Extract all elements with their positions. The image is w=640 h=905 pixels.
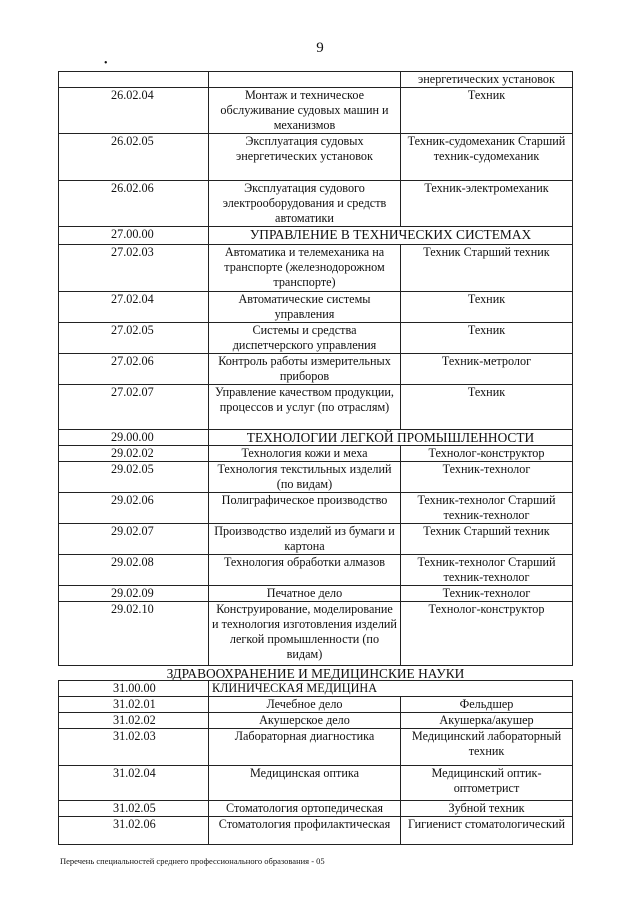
- specialty-name: Технология кожи и меха: [209, 446, 401, 462]
- specialties-table: [58, 71, 573, 681]
- group-name: УПРАВЛЕНИЕ В ТЕХНИЧЕСКИХ СИСТЕМАХ: [209, 227, 573, 245]
- group-code: 27.00.00: [59, 227, 209, 245]
- specialty-name: Системы и средства диспетчерского управления: [209, 323, 401, 354]
- qualification: Техник-технолог: [401, 462, 573, 493]
- table-row: [59, 697, 573, 713]
- table-row: [59, 385, 573, 430]
- specialty-name: Печатное дело: [209, 586, 401, 602]
- specialty-code: 29.02.07: [59, 524, 209, 555]
- qualification: Гигиенист стоматологический: [401, 817, 573, 845]
- specialty-name: Производство изделий из бумаги и картона: [209, 524, 401, 555]
- qualification: Технолог-конструктор: [401, 446, 573, 462]
- group-name: ТЕХНОЛОГИИ ЛЕГКОЙ ПРОМЫШЛЕННОСТИ: [209, 430, 573, 446]
- qualification: Техник: [401, 292, 573, 323]
- table-row: [59, 766, 573, 801]
- specialty-name: Акушерское дело: [209, 713, 401, 729]
- table-row: [59, 462, 573, 493]
- specialty-code: 29.02.09: [59, 586, 209, 602]
- specialty-name: Эксплуатация судового электрооборудования и средств автоматики: [209, 181, 401, 227]
- table-row: [59, 245, 573, 292]
- specialty-name: Управление качеством продукции, процессов и услуг (по отраслям): [209, 385, 401, 430]
- table-row: [59, 602, 573, 666]
- specialty-code: 29.02.05: [59, 462, 209, 493]
- qualification: Медицинский оптик-оптометрист: [401, 766, 573, 801]
- specialty-name: Медицинская оптика: [209, 766, 401, 801]
- qualification: Техник Старший техник: [401, 524, 573, 555]
- qualification: Техник: [401, 88, 573, 134]
- table-row: [59, 88, 573, 134]
- specialty-name: Автоматические системы управления: [209, 292, 401, 323]
- group-code: 31.00.00: [59, 681, 209, 697]
- specialty-code: 31.02.06: [59, 817, 209, 845]
- specialty-code: [59, 72, 209, 88]
- qualification: энергетических установок: [401, 72, 573, 88]
- specialty-name: Полиграфическое производство: [209, 493, 401, 524]
- qualification: Техник-судомеханик Старший техник-судомеханик: [401, 134, 573, 181]
- specialty-code: 26.02.04: [59, 88, 209, 134]
- table-row: [59, 713, 573, 729]
- specialty-code: 31.02.05: [59, 801, 209, 817]
- specialty-name: Технология обработки алмазов: [209, 555, 401, 586]
- table-row: [59, 555, 573, 586]
- table-row: [59, 493, 573, 524]
- qualification: Техник: [401, 385, 573, 430]
- group-row: [59, 227, 573, 245]
- specialty-name: Автоматика и телемеханика на транспорте (железнодорожном транспорте): [209, 245, 401, 292]
- specialty-code: 26.02.05: [59, 134, 209, 181]
- group-row: [59, 430, 573, 446]
- specialty-name: Технология текстильных изделий (по видам): [209, 462, 401, 493]
- qualification: Техник-технолог Старший техник-технолог: [401, 555, 573, 586]
- qualification: Техник: [401, 323, 573, 354]
- page-number: 9: [316, 40, 324, 56]
- table-row: [59, 72, 573, 88]
- group-name: КЛИНИЧЕСКАЯ МЕДИЦИНА: [209, 681, 573, 697]
- specialty-code: 27.02.03: [59, 245, 209, 292]
- qualification: Зубной техник: [401, 801, 573, 817]
- table-row: [59, 801, 573, 817]
- qualification: Техник-технолог: [401, 586, 573, 602]
- section-title: ЗДРАВООХРАНЕНИЕ И МЕДИЦИНСКИЕ НАУКИ: [166, 666, 465, 681]
- scan-mark: •: [104, 58, 108, 69]
- specialty-code: 29.02.10: [59, 602, 209, 666]
- qualification: Медицинский лабораторный техник: [401, 729, 573, 766]
- specialty-name: Монтаж и техническое обслуживание судовых машин и механизмов: [209, 88, 401, 134]
- table-row: [59, 817, 573, 845]
- specialty-name: Контроль работы измерительных приборов: [209, 354, 401, 385]
- table-row: [59, 446, 573, 462]
- specialty-name: Стоматология ортопедическая: [209, 801, 401, 817]
- qualification: Техник-технолог Старший техник-технолог: [401, 493, 573, 524]
- specialty-code: 26.02.06: [59, 181, 209, 227]
- specialty-code: 29.02.08: [59, 555, 209, 586]
- specialty-code: 27.02.06: [59, 354, 209, 385]
- specialty-code: 29.02.06: [59, 493, 209, 524]
- specialty-name: Эксплуатация судовых энергетических установок: [209, 134, 401, 181]
- group-code: 29.00.00: [59, 430, 209, 446]
- specialty-name: [209, 72, 401, 88]
- table-row: [59, 292, 573, 323]
- specialty-name: Конструирование, моделирование и технология изготовления изделий легкой промышленности (по видам): [209, 602, 401, 666]
- specialty-code: 31.02.02: [59, 713, 209, 729]
- qualification: Техник Старший техник: [401, 245, 573, 292]
- qualification: Технолог-конструктор: [401, 602, 573, 666]
- table-row: [59, 586, 573, 602]
- table-row: [59, 729, 573, 766]
- specialty-code: 27.02.05: [59, 323, 209, 354]
- specialty-name: Лабораторная диагностика: [209, 729, 401, 766]
- table-row: [59, 354, 573, 385]
- specialty-code: 31.02.03: [59, 729, 209, 766]
- specialty-code: 27.02.04: [59, 292, 209, 323]
- specialty-code: 29.02.02: [59, 446, 209, 462]
- specialty-code: 31.02.04: [59, 766, 209, 801]
- table-row: [59, 181, 573, 227]
- group-row: [59, 681, 573, 697]
- qualification: Акушерка/акушер: [401, 713, 573, 729]
- qualification: Техник-метролог: [401, 354, 573, 385]
- qualification: Фельдшер: [401, 697, 573, 713]
- footer-text: Перечень специальностей среднего профессионального образования - 05: [60, 856, 325, 866]
- section-row: [59, 666, 573, 682]
- specialty-name: Стоматология профилактическая: [209, 817, 401, 845]
- table-row: [59, 524, 573, 555]
- specialty-name: Лечебное дело: [209, 697, 401, 713]
- table-row: [59, 134, 573, 181]
- table-row: [59, 323, 573, 354]
- qualification: Техник-электромеханик: [401, 181, 573, 227]
- specialty-code: 27.02.07: [59, 385, 209, 430]
- medicine-table: [58, 680, 573, 845]
- specialty-code: 31.02.01: [59, 697, 209, 713]
